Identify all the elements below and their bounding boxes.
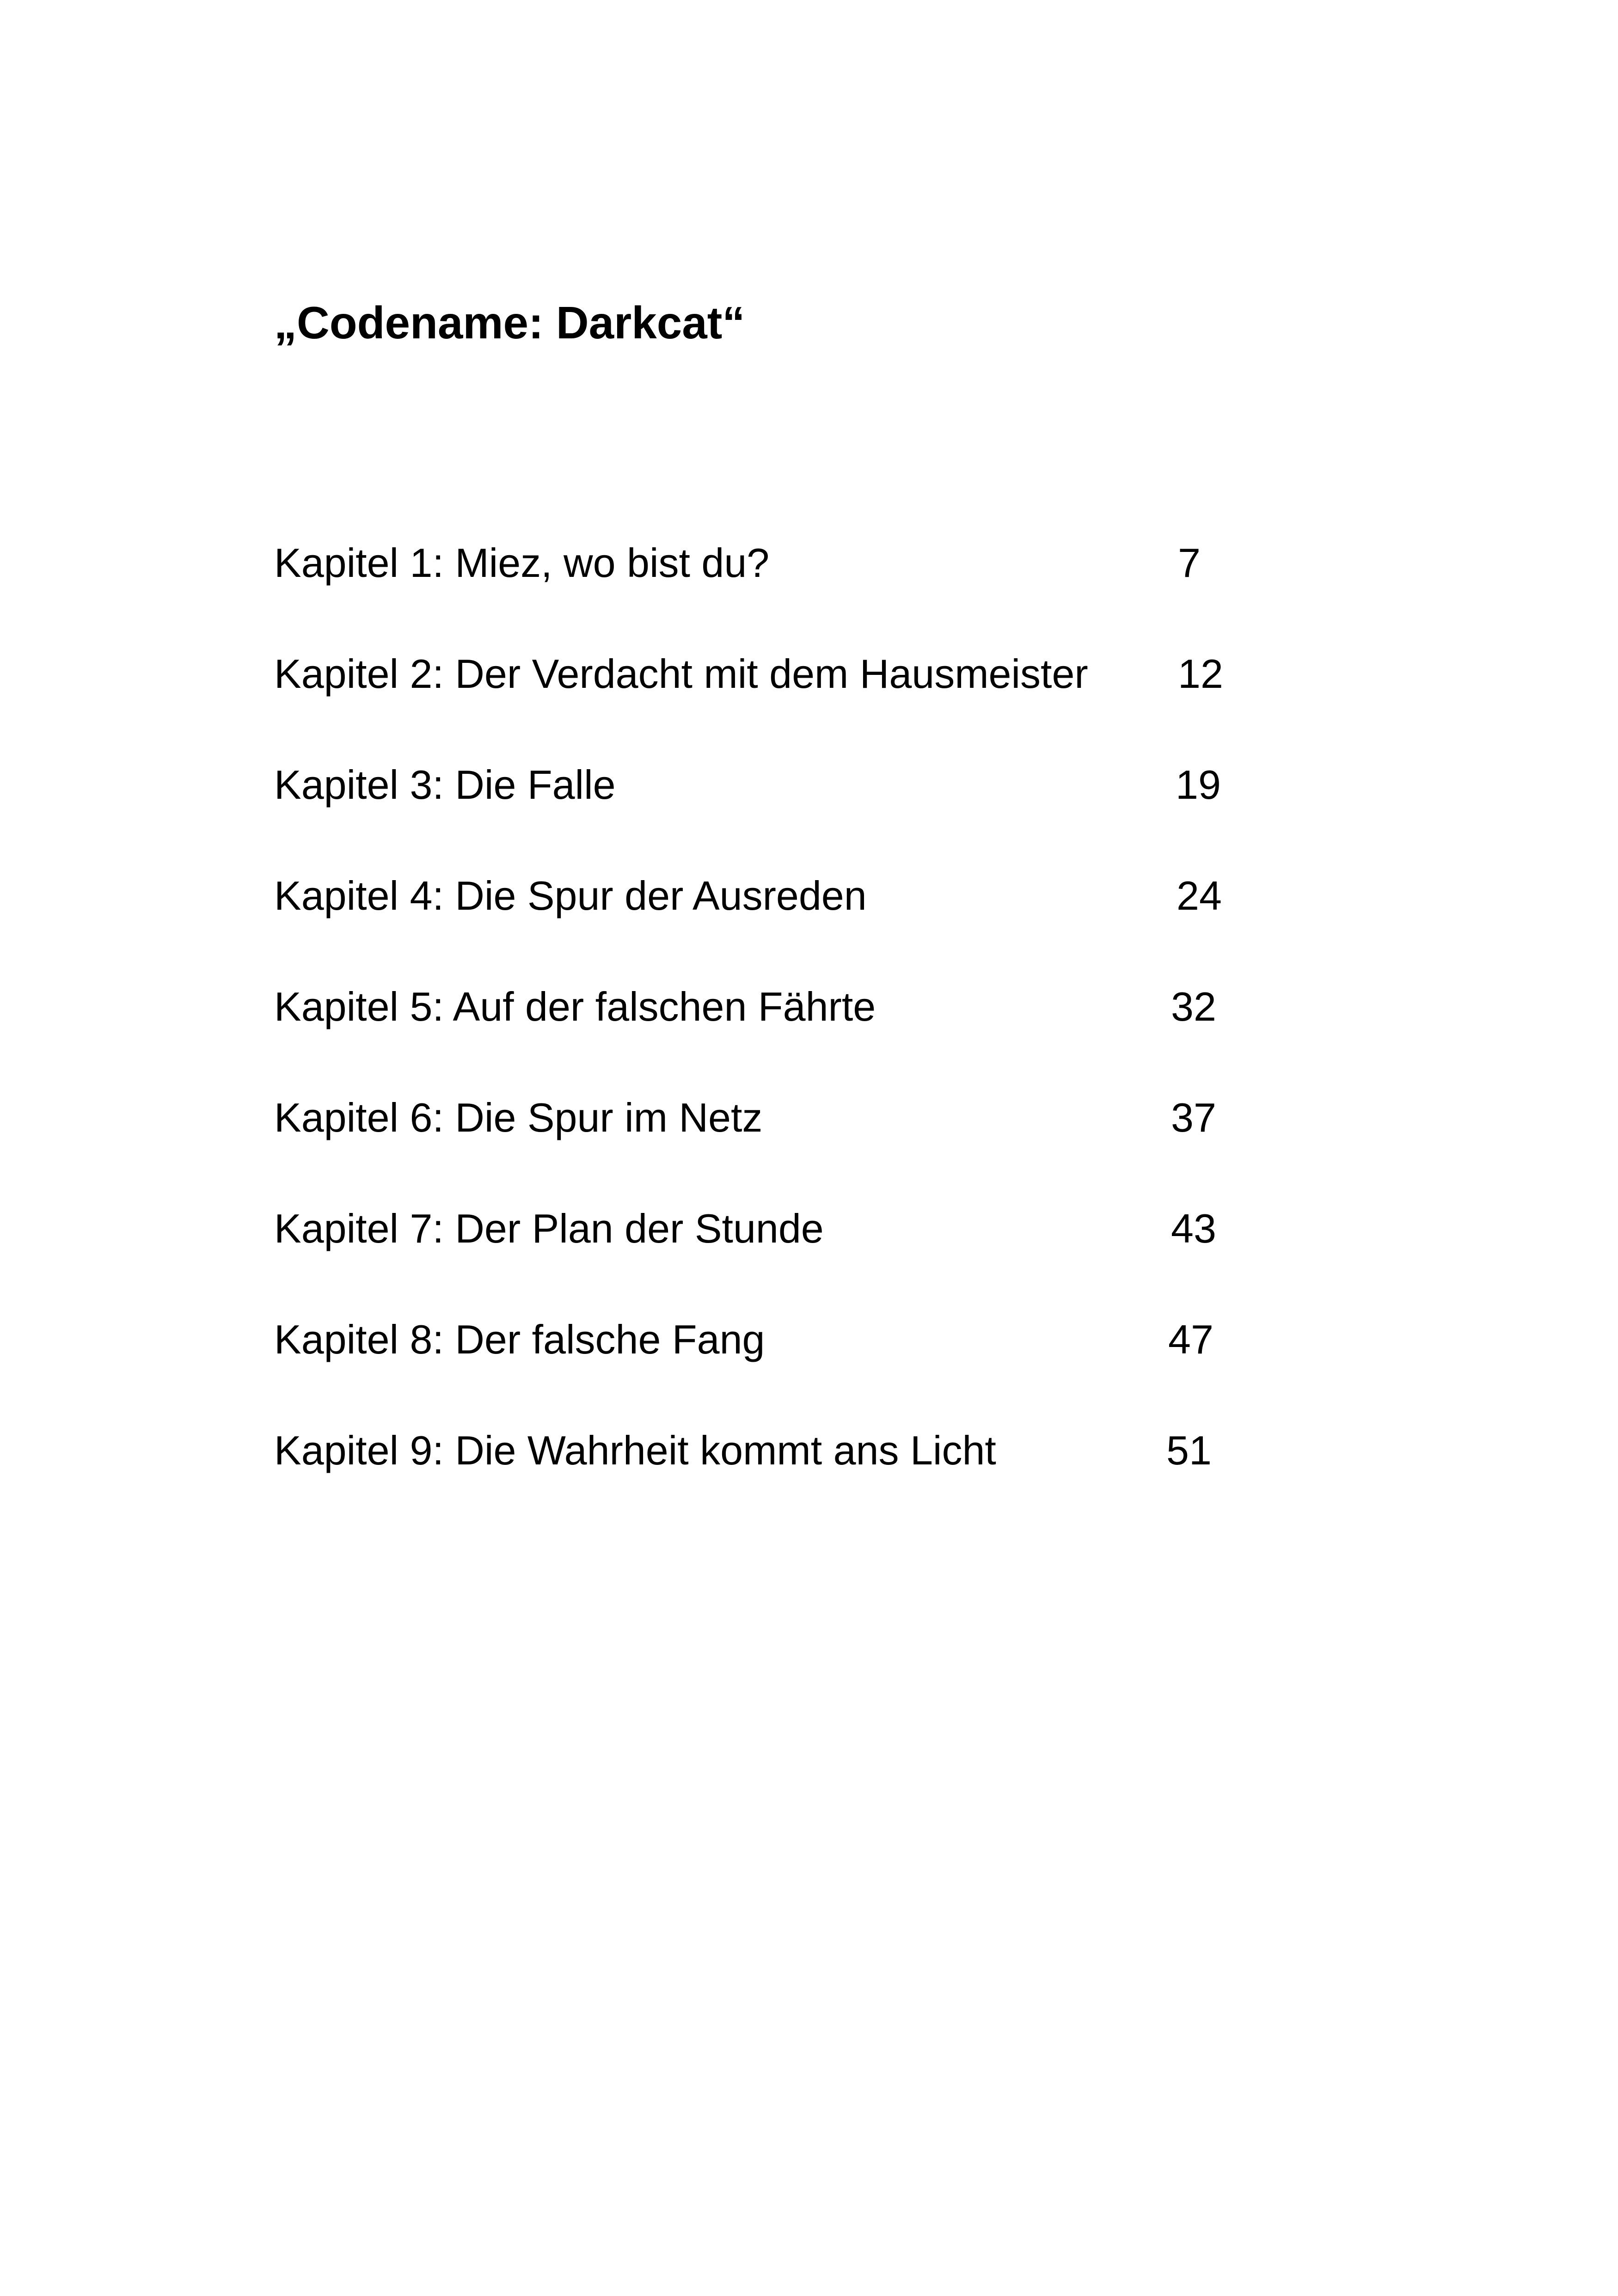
table-of-contents — [274, 531, 1245, 1529]
toc-entry-page: 24 — [1177, 873, 1222, 918]
toc-entry-page: 37 — [1171, 1095, 1216, 1140]
toc-entry — [274, 863, 1245, 974]
toc-entry — [274, 1307, 1245, 1418]
toc-entry — [274, 753, 1245, 863]
book-title: „Codename: Darkcat“ — [274, 297, 745, 348]
toc-entry-page: 19 — [1176, 762, 1221, 808]
toc-entry-page: 32 — [1171, 984, 1216, 1029]
toc-entry — [274, 1418, 1245, 1529]
toc-entry — [274, 642, 1245, 753]
toc-entry-title: Kapitel 5: Auf der falschen Fährte — [274, 984, 876, 1029]
toc-entry — [274, 974, 1245, 1085]
toc-entry-title: Kapitel 4: Die Spur der Ausreden — [274, 873, 867, 918]
toc-entry-title: Kapitel 3: Die Falle — [274, 762, 616, 808]
toc-entry-title: Kapitel 1: Miez, wo bist du? — [274, 540, 770, 586]
toc-entry — [274, 1196, 1245, 1307]
toc-entry — [274, 1085, 1245, 1196]
toc-entry-title: Kapitel 7: Der Plan der Stunde — [274, 1206, 824, 1251]
toc-entry-title: Kapitel 2: Der Verdacht mit dem Hausmeister — [274, 651, 1088, 697]
toc-entry — [274, 531, 1245, 642]
toc-entry-page: 43 — [1171, 1206, 1216, 1251]
toc-entry-page: 51 — [1166, 1427, 1212, 1473]
toc-entry-title: Kapitel 9: Die Wahrheit kommt ans Licht — [274, 1427, 996, 1473]
toc-entry-page: 47 — [1168, 1316, 1214, 1362]
toc-entry-page: 12 — [1178, 651, 1223, 697]
toc-entry-title: Kapitel 6: Die Spur im Netz — [274, 1095, 763, 1140]
toc-entry-page: 7 — [1178, 540, 1201, 586]
toc-entry-title: Kapitel 8: Der falsche Fang — [274, 1316, 765, 1362]
